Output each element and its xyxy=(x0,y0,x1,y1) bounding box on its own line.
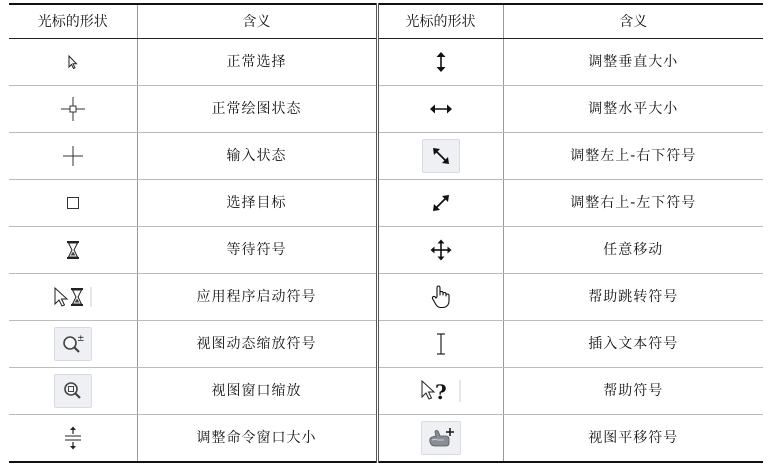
header-shape: 光标的形状 xyxy=(9,4,137,39)
table-row xyxy=(9,133,763,180)
meaning-text: 调整左上-右下符号 xyxy=(503,133,763,180)
table-header-row xyxy=(9,4,763,39)
meaning-text: 调整水平大小 xyxy=(503,86,763,133)
meaning-text: 等待符号 xyxy=(137,227,377,274)
horizontal-resize-icon xyxy=(423,93,459,125)
hand-pointer-icon xyxy=(423,281,459,313)
svg-text:±: ± xyxy=(76,334,85,344)
meaning-text: 输入状态 xyxy=(137,133,377,180)
arrow-help-icon xyxy=(417,375,465,407)
arrow-pointer-icon xyxy=(55,46,91,78)
move-icon xyxy=(423,234,459,266)
pickbox-square-icon xyxy=(55,187,91,219)
meaning-text: 视图动态缩放符号 xyxy=(137,321,377,368)
table-row xyxy=(9,39,763,86)
zoom-realtime-icon xyxy=(54,327,92,361)
meaning-text: 视图窗口缩放 xyxy=(137,368,377,415)
meaning-text: 帮助跳转符号 xyxy=(503,274,763,321)
header-meaning: 含义 xyxy=(137,4,377,39)
crosshair-pickbox-icon xyxy=(55,93,91,125)
table-row xyxy=(9,86,763,133)
table-row xyxy=(9,227,763,274)
pan-hand-icon xyxy=(421,421,461,455)
table-row xyxy=(9,415,763,463)
table-row xyxy=(9,180,763,227)
arrow-hourglass-icon xyxy=(49,281,97,313)
header-meaning-2: 含义 xyxy=(503,4,763,39)
header-shape-2: 光标的形状 xyxy=(377,4,503,39)
meaning-text: 调整右上-左下符号 xyxy=(503,180,763,227)
table-row xyxy=(9,321,763,368)
table-row xyxy=(9,274,763,321)
meaning-text: 视图平移符号 xyxy=(503,415,763,463)
split-resize-icon xyxy=(55,422,91,454)
meaning-text: 任意移动 xyxy=(503,227,763,274)
meaning-text: 调整垂直大小 xyxy=(503,39,763,86)
meaning-text: 调整命令窗口大小 xyxy=(137,415,377,463)
meaning-text: 正常绘图状态 xyxy=(137,86,377,133)
crosshair-icon xyxy=(55,140,91,172)
cursor-shape-table xyxy=(9,3,763,463)
zoom-window-icon xyxy=(54,374,92,408)
diagonal-resize-nwse-icon xyxy=(422,139,460,173)
diagonal-resize-nesw-icon xyxy=(423,187,459,219)
meaning-text: 应用程序启动符号 xyxy=(137,274,377,321)
hourglass-icon xyxy=(55,234,91,266)
svg-text:?: ? xyxy=(434,380,447,404)
meaning-text: 正常选择 xyxy=(137,39,377,86)
meaning-text: 帮助符号 xyxy=(503,368,763,415)
vertical-resize-icon xyxy=(423,46,459,78)
table-row xyxy=(9,368,763,415)
meaning-text: 选择目标 xyxy=(137,180,377,227)
meaning-text: 插入文本符号 xyxy=(503,321,763,368)
text-ibeam-icon xyxy=(423,328,459,360)
